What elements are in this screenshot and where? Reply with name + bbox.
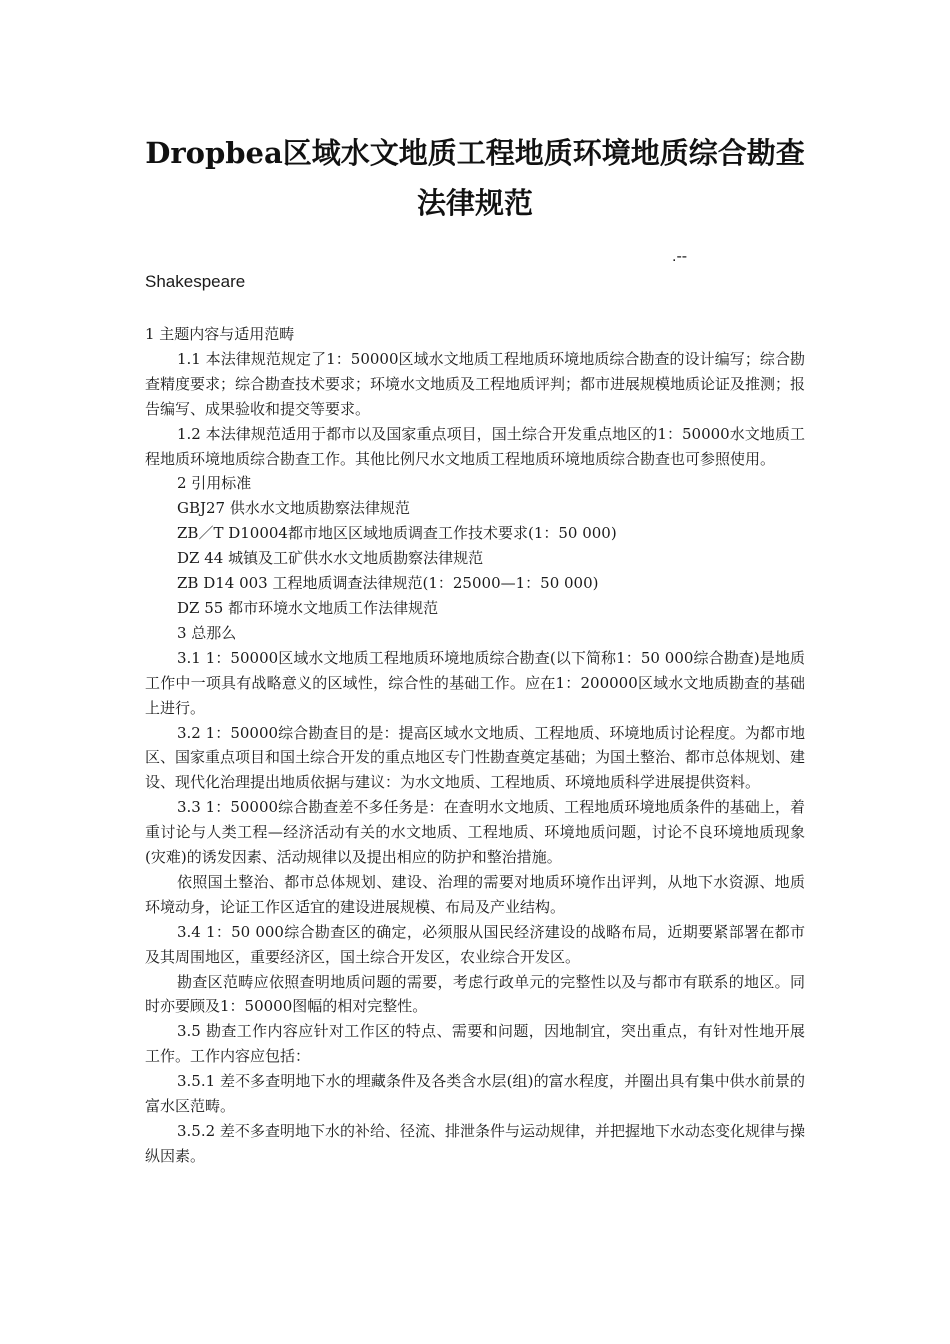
document-title: Dropbea区域水文地质工程地质环境地质综合勘查法律规范 [145, 136, 805, 220]
reference-item: GBJ27 供水水文地质勘察法律规范 [177, 499, 410, 518]
paragraph: 1.1 本法律规范规定了1：50000区域水文地质工程地质环境地质综合勘查的设计编写；综合勘查精度要求；综合勘查技术要求；环境水文地质及工程地质评判；都市进展规模地质论证及推测；报告编写、成果验收和提交等要求。 [145, 349, 806, 418]
paragraph: 3.5 勘查工作内容应针对工作区的特点、需要和问题，因地制宜，突出重点，有针对性地开展工作。工作内容应包括： [145, 1022, 805, 1066]
paragraph: 3.3 1：50000综合勘查差不多任务是：在查明水文地质、工程地质环境地质条件的基础上，着重讨论与人类工程—经济活动有关的水文地质、工程地质、环境地质问题，讨论不良环境地质现象(灾难)的诱发因素、活动规律以及提出相应的防护和整治措施。 [145, 798, 805, 867]
document-body [145, 322, 805, 1169]
paragraph: 3.2 1：50000综合勘查目的是：提高区域水文地质、工程地质、环境地质讨论程度。为都市地区、国家重点项目和国土综合开发的重点地区专门性勘查奠定基础；为国土整治、都市总体规划、建设、现代化治理提出地质依据与建议：为水文地质、工程地质、环境地质科学进展提供资料。 [145, 723, 806, 792]
paragraph: 勘查区范畴应依照查明地质问题的需要，考虑行政单元的完整性以及与都市有联系的地区。同时亦要顾及1：50000图幅的相对完整性。 [145, 972, 805, 1016]
reference-item: ZB／T D10004都市地区区域地质调查工作技术要求(1：50 000) [177, 524, 617, 543]
reference-item: DZ 55 都市环境水文地质工作法律规范 [177, 598, 439, 617]
attribution-author: Shakespeare [145, 272, 246, 291]
section-heading: 3 总那么 [177, 623, 237, 642]
paragraph: 1 主题内容与适用范畴 [145, 325, 295, 343]
section-heading: 2 引用标准 [177, 474, 252, 493]
paragraph: 3.5.1 差不多查明地下水的埋藏条件及各类含水层(组)的富水程度，并圈出具有集中供水前景的富水区范畴。 [145, 1072, 805, 1116]
paragraph: 3.5.2 差不多查明地下水的补给、径流、排泄条件与运动规律，并把握地下水动态变化规律与操纵因素。 [145, 1122, 805, 1165]
paragraph: 依照国土整治、都市总体规划、建设、治理的需要对地质环境作出评判，从地下水资源、地质环境动身，论证工作区适宜的建设进展规模、布局及产业结构。 [145, 872, 805, 916]
reference-item: DZ 44 城镇及工矿供水水文地质勘察法律规范 [177, 549, 484, 568]
paragraph: 3.4 1：50 000综合勘查区的确定，必须服从国民经济建设的战略布局，近期要紧部署在都市及其周围地区，重要经济区，国土综合开发区，农业综合开发区。 [145, 922, 805, 966]
paragraph: 1.2 本法律规范适用于都市以及国家重点项目，国土综合开发重点地区的1：50000水文地质工程地质环境地质综合勘查工作。其他比例尺水文地质工程地质环境地质综合勘查也可参照使用。 [145, 424, 805, 468]
reference-item: ZB D14 003 工程地质调查法律规范(1：25000—1：50 000) [177, 574, 599, 593]
attribution-dash: .-- [672, 248, 688, 265]
paragraph: 3.1 1：50000区域水文地质工程地质环境地质综合勘查(以下简称1：50 000综合勘查)是地质工作中一项具有战略意义的区域性，综合性的基础工作。应在1：200000区域水文地质勘查的基础上进行。 [145, 648, 805, 717]
